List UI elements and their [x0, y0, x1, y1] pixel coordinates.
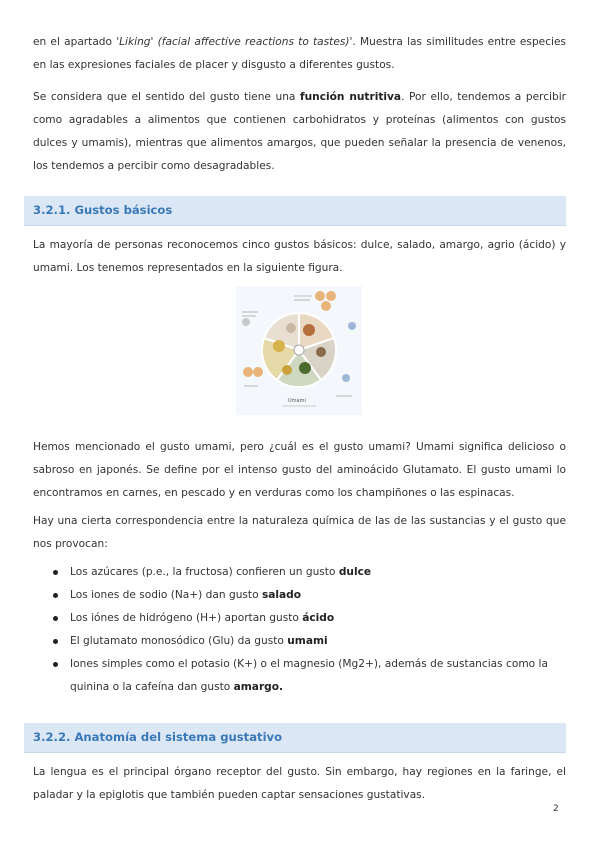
bullet-icon: [53, 639, 58, 644]
list-item: Iones simples como el potasio (K+) o el magnesio (Mg2+), además de sustancias como la quinina o la cafeína dan gusto amargo.: [33, 653, 566, 699]
tastes-illustration: [236, 286, 362, 415]
taste-wheel: [262, 313, 336, 387]
page-number: 2: [553, 804, 559, 814]
bullet-icon: [53, 616, 58, 621]
intro-text: en el apartado: [33, 36, 117, 48]
basic-tastes-paragraph: La mayoría de personas reconocemos cinco gustos básicos: dulce, salado, amargo, agrio (ácido) y umami. Los tenemos representados en la siguiente figura.: [33, 239, 566, 274]
list-item: El glutamato monosódico (Glu) da gusto umami: [33, 630, 566, 653]
list-item: Los iones de sodio (Na+) dan gusto salado: [33, 584, 566, 607]
intro-paragraph: [33, 31, 566, 77]
nutrition-paragraph: [33, 86, 566, 178]
taste-chemistry-list: [33, 561, 566, 699]
section-title: 3.2.2. Anatomía del sistema gustativo: [33, 730, 283, 744]
bullet-icon: [53, 570, 58, 575]
nutrition-bold: función nutritiva: [300, 91, 402, 103]
list-item: Los azúcares (p.e., la fructosa) confieren un gusto dulce: [33, 561, 566, 584]
basic-tastes-figure: [236, 286, 362, 415]
intro-text-end: . Muestra las similitudes entre especies en las expresiones faciales de placer y disgusto a diferentes gustos.: [33, 36, 566, 71]
list-item: Los iónes de hidrógeno (H+) aportan gusto ácido: [33, 607, 566, 630]
anatomy-paragraph: La lengua es el principal órgano receptor del gusto. Sin embargo, hay regiones en la faringe, el paladar y la epiglotis que también pueden captar sensaciones gustativas.: [33, 766, 566, 801]
bullet-icon: [53, 593, 58, 598]
nutrition-text-end: . Por ello, tendemos a percibir como agradables a alimentos que contienen carbohidratos y proteínas (alimentos con gustos dulces y umamis), mientras que alimentos amargos, que pueden señalar la presencia de venenos, los tendemos a percibir como desagradables.: [33, 91, 567, 172]
bullet-icon: [53, 662, 58, 667]
chemistry-paragraph: Hay una cierta correspondencia entre la naturaleza química de las de las sustancias y el gusto que nos provocan:: [33, 515, 566, 550]
intro-italic-reference: 'Liking' (facial affective reactions to tastes)': [116, 36, 353, 48]
section-header-basic-tastes: [24, 196, 566, 226]
umami-label: Umami: [288, 398, 306, 404]
umami-paragraph: Hemos mencionado el gusto umami, pero ¿cuál es el gusto umami? Umami significa delicioso o sabroso en japonés. Se define por el intenso gusto del aminoácido Glutamato. El gusto umami lo encontramos en carnes, en pescado y en verduras como los champiñones o las espinacas.: [33, 441, 566, 499]
section-title: 3.2.1. Gustos básicos: [33, 203, 173, 217]
nutrition-text: Se considera que el sentido del gusto tiene una: [33, 91, 300, 103]
section-header-anatomy: [24, 723, 566, 753]
